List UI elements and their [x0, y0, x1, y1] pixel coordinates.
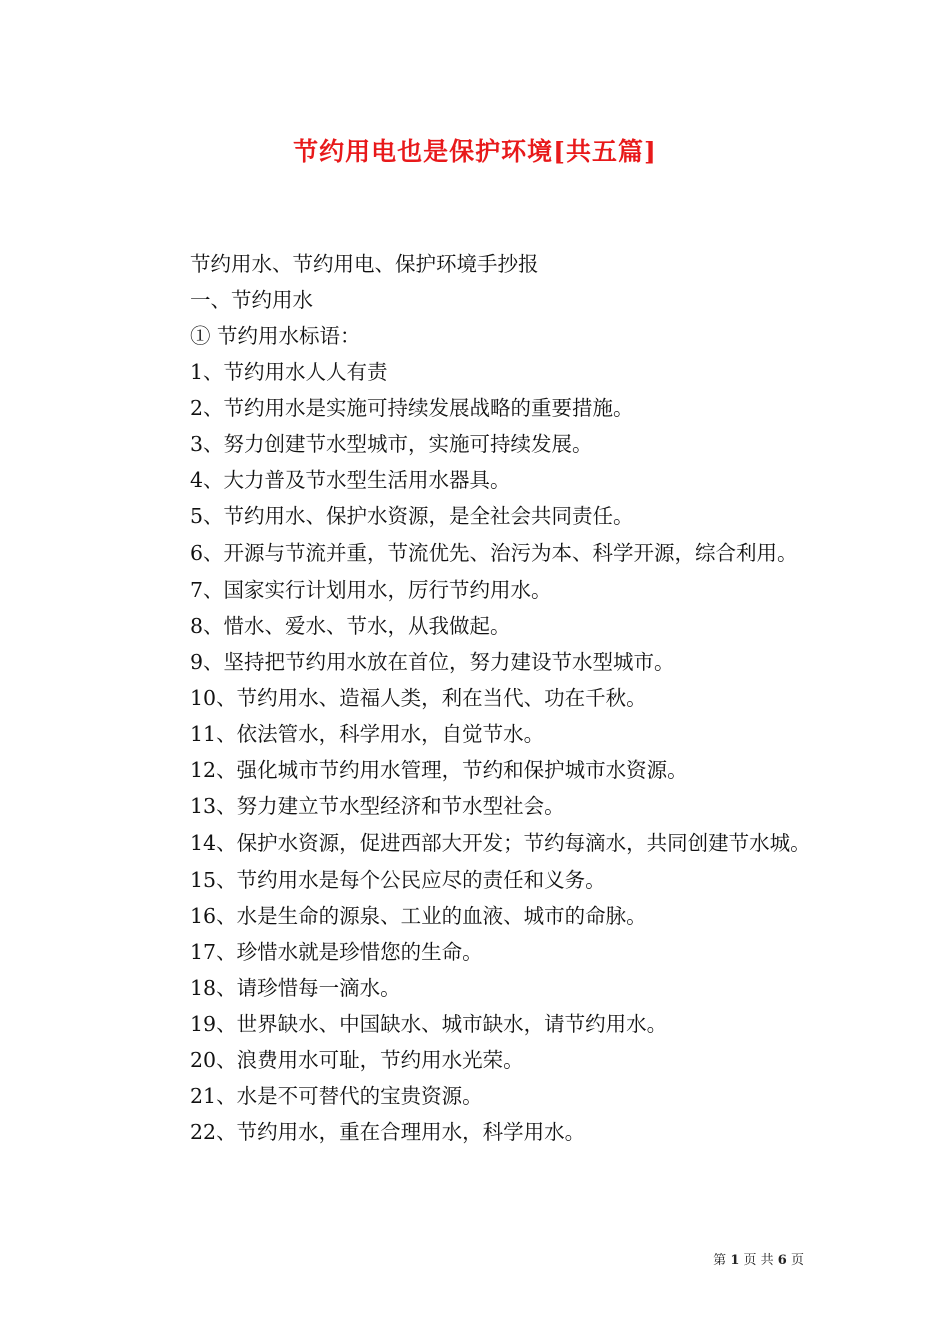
slogan-item: 20、浪费用水可耻，节约用水光荣。 — [190, 1048, 524, 1072]
slogan-item: 13、努力建立节水型经济和节水型社会。 — [190, 794, 565, 818]
footer-prefix: 第 — [713, 1253, 727, 1268]
slogan-item: 3、努力创建节水型城市，实施可持续发展。 — [190, 432, 593, 456]
slogan-item: 11、依法管水，科学用水，自觉节水。 — [190, 722, 545, 746]
slogan-item: 1、节约用水人人有责 — [190, 360, 388, 384]
slogan-item: 16、水是生命的源泉、工业的血液、城市的命脉。 — [190, 904, 647, 928]
document-body — [145, 246, 815, 1150]
current-page-number: 1 — [730, 1253, 740, 1268]
slogan-item: 12、强化城市节约用水管理，节约和保护城市水资源。 — [190, 758, 688, 782]
section-heading: 一、节约用水 — [190, 288, 313, 312]
paragraph: 节约用水、节约用电、保护环境手抄报 — [190, 252, 539, 276]
footer-suffix: 页 — [790, 1253, 804, 1268]
slogan-item: 7、国家实行计划用水，厉行节约用水。 — [190, 578, 552, 602]
slogan-item: 6、开源与节流并重，节流优先、治污为本、科学开源，综合利用。 — [190, 541, 798, 565]
slogan-item: 15、节约用水是每个公民应尽的责任和义务。 — [190, 868, 606, 892]
slogan-item: 2、节约用水是实施可持续发展战略的重要措施。 — [190, 396, 634, 420]
total-pages-number: 6 — [777, 1253, 787, 1268]
slogan-item: 5、节约用水、保护水资源，是全社会共同责任。 — [190, 504, 634, 528]
slogan-item: 8、惜水、爱水、节水，从我做起。 — [190, 614, 511, 638]
slogan-item: 14、保护水资源，促进西部大开发；节约每滴水，共同创建节水城。 — [190, 831, 811, 855]
page-title: 节约用电也是保护环境[共五篇] — [293, 137, 657, 166]
slogan-item: 10、节约用水、造福人类，利在当代、功在千秋。 — [190, 686, 647, 710]
slogan-item: 17、珍惜水就是珍惜您的生命。 — [190, 940, 483, 964]
slogan-item: 4、大力普及节水型生活用水器具。 — [190, 468, 511, 492]
page-footer — [713, 1249, 804, 1268]
footer-middle: 页 共 — [743, 1253, 774, 1268]
slogan-item: 22、节约用水，重在合理用水，科学用水。 — [190, 1120, 586, 1144]
slogan-item: 18、请珍惜每一滴水。 — [190, 976, 401, 1000]
slogan-item: 21、水是不可替代的宝贵资源。 — [190, 1084, 483, 1108]
subsection-heading: ① 节约用水标语： — [190, 324, 361, 348]
slogan-item: 19、世界缺水、中国缺水、城市缺水，请节约用水。 — [190, 1012, 668, 1036]
slogan-item: 9、坚持把节约用水放在首位，努力建设节水型城市。 — [190, 650, 675, 674]
